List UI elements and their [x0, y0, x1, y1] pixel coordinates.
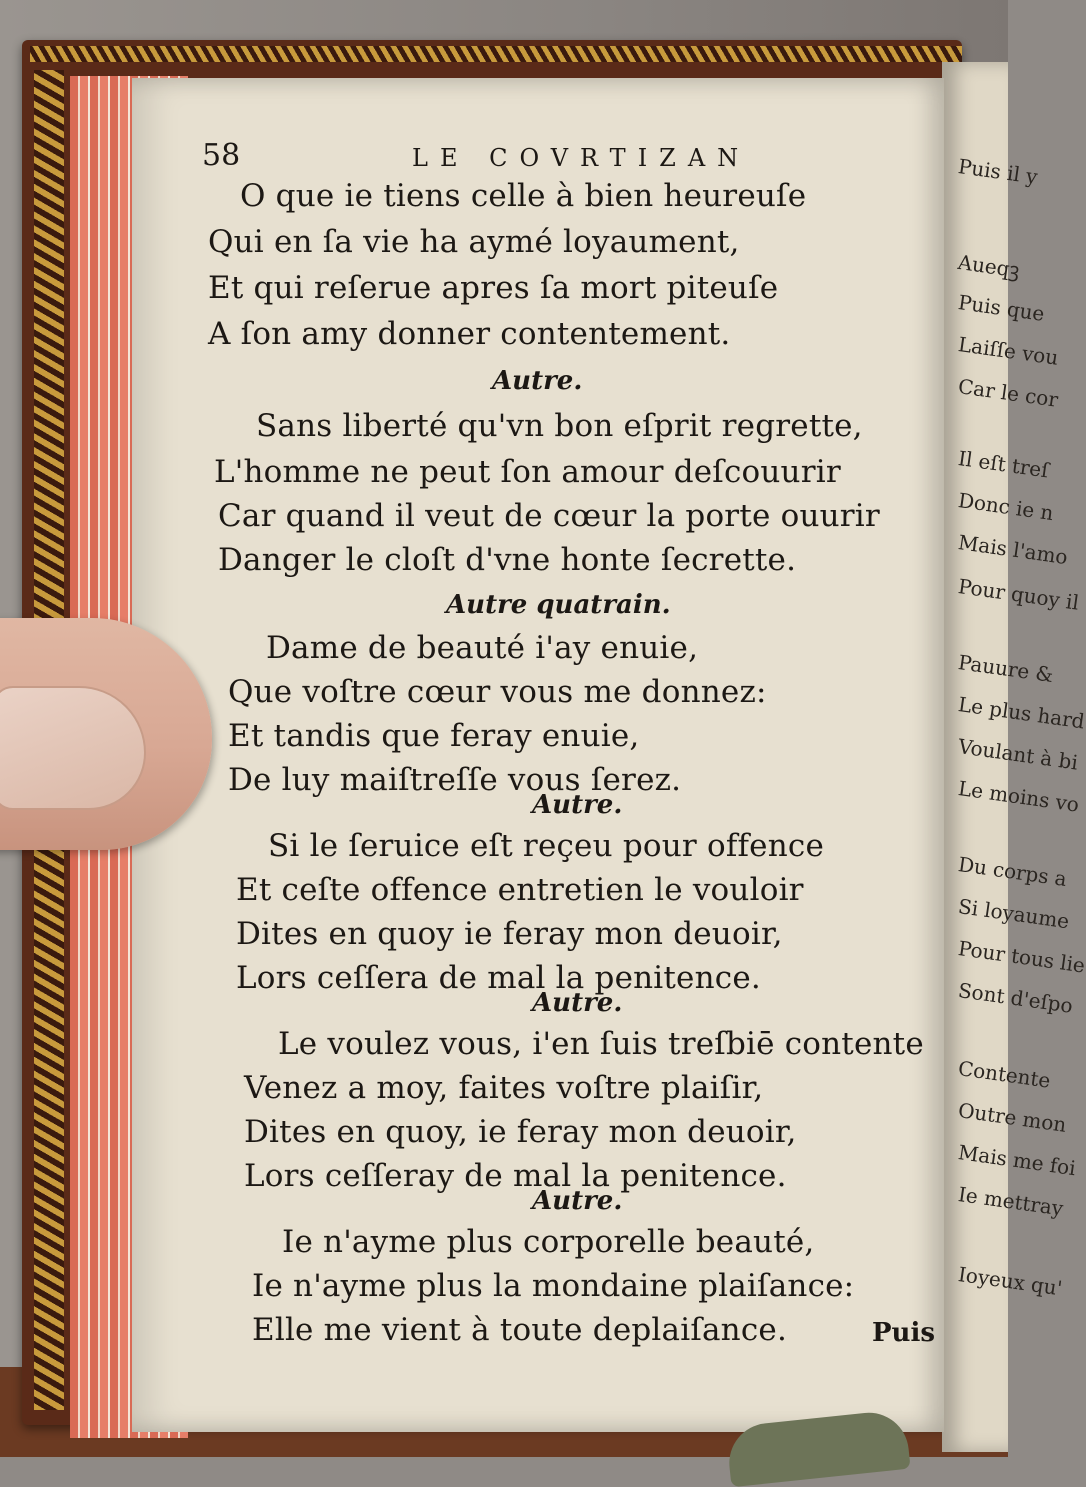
facing-fragment: Car le cor	[956, 374, 1060, 412]
facing-fragment: Voulant à bi	[956, 734, 1080, 775]
stanza-heading: Autre.	[532, 1186, 623, 1216]
facing-fragment: Pour quoy il	[956, 574, 1081, 615]
verse-line: A ſon amy donner contentement.	[208, 316, 731, 352]
stanza-heading: Autre quatrain.	[446, 590, 671, 620]
facing-fragment: Aueqꝫ	[956, 249, 1022, 283]
facing-fragment: Pauure &	[956, 650, 1055, 688]
thumbnail	[0, 686, 146, 810]
facing-fragment: Outre mon	[956, 1098, 1068, 1137]
verse-line: Et qui reſerue apres ſa mort piteuſe	[208, 270, 779, 306]
verse-line: Le voulez vous, i'en ſuis treſbiē contente	[278, 1026, 924, 1062]
verse-line: Lors ceſſeray de mal la penitence.	[244, 1158, 787, 1194]
facing-fragment: Si loyaume	[956, 894, 1071, 934]
facing-fragment: Il eſt treſ	[956, 446, 1051, 483]
facing-fragment: Puis que	[956, 290, 1047, 326]
facing-fragment: Pour tous lie	[956, 936, 1086, 978]
verse-line: Ie n'ayme plus la mondaine plaiſance:	[252, 1268, 855, 1304]
facing-fragment: Ioyeux qu'	[956, 1262, 1064, 1301]
verse-line: Dites en quoy, ie feray mon deuoir,	[244, 1114, 797, 1150]
page-number: 58	[202, 138, 241, 173]
facing-fragment: Du corps a	[956, 852, 1069, 891]
verse-line: L'homme ne peut ſon amour deſcouurir	[214, 454, 841, 490]
verse-line: Elle me vient à toute deplaiſance.	[252, 1312, 788, 1348]
facing-fragment: Mais me foi	[956, 1140, 1078, 1181]
verse-line: Lors ceſſera de mal la penitence.	[236, 960, 761, 996]
verse-line: O que ie tiens celle à bien heureuſe	[240, 178, 807, 214]
verse-line: Qui en ſa vie ha aymé loyaument,	[208, 224, 740, 260]
verse-line: Car quand il veut de cœur la porte ouurir	[218, 498, 880, 534]
page-text	[132, 78, 944, 1432]
running-head: LE COVRTIZAN	[412, 144, 751, 172]
facing-fragment: Mais l'amo	[956, 530, 1070, 570]
stanza-heading: Autre.	[532, 790, 623, 820]
verse-line: Dites en quoy ie feray mon deuoir,	[236, 916, 783, 952]
verse-line: Venez a moy, faites voſtre plaiſir,	[244, 1070, 764, 1106]
verse-line: De luy maiſtreſſe vous ſerez.	[228, 762, 682, 798]
catchword: Puis	[872, 1318, 935, 1348]
gilt-border-top	[30, 46, 962, 62]
facing-fragment: Ie mettray	[956, 1182, 1065, 1221]
verse-line: Si le ſeruice eſt reçeu pour offence	[268, 828, 824, 864]
facing-fragment: Laiſſe vou	[956, 332, 1060, 370]
verse-line: Et tandis que feray enuie,	[228, 718, 640, 754]
facing-fragment: Donc ie n	[956, 488, 1056, 526]
verse-line: Sans liberté qu'vn bon eſprit regrette,	[256, 408, 863, 444]
verse-line: Et ceſte offence entretien le vouloir	[236, 872, 804, 908]
stanza-heading: Autre.	[532, 988, 623, 1018]
facing-fragment: Le plus hard	[956, 692, 1086, 734]
facing-fragment: Contente	[956, 1056, 1052, 1093]
verse-line: Que voſtre cœur vous me donnez:	[228, 674, 767, 710]
verse-line: Danger le cloſt d'vne honte ſecrette.	[218, 542, 797, 578]
facing-fragment: Le moins vo	[956, 776, 1081, 817]
facing-page	[942, 62, 1086, 1452]
verse-line: Dame de beauté i'ay enuie,	[266, 630, 699, 666]
verse-line: Ie n'ayme plus corporelle beauté,	[282, 1224, 815, 1260]
facing-fragment: Puis il y	[956, 154, 1040, 189]
left-page	[132, 78, 944, 1432]
facing-fragment: Sont d'eſpo	[956, 978, 1075, 1018]
stanza-heading: Autre.	[492, 366, 583, 396]
